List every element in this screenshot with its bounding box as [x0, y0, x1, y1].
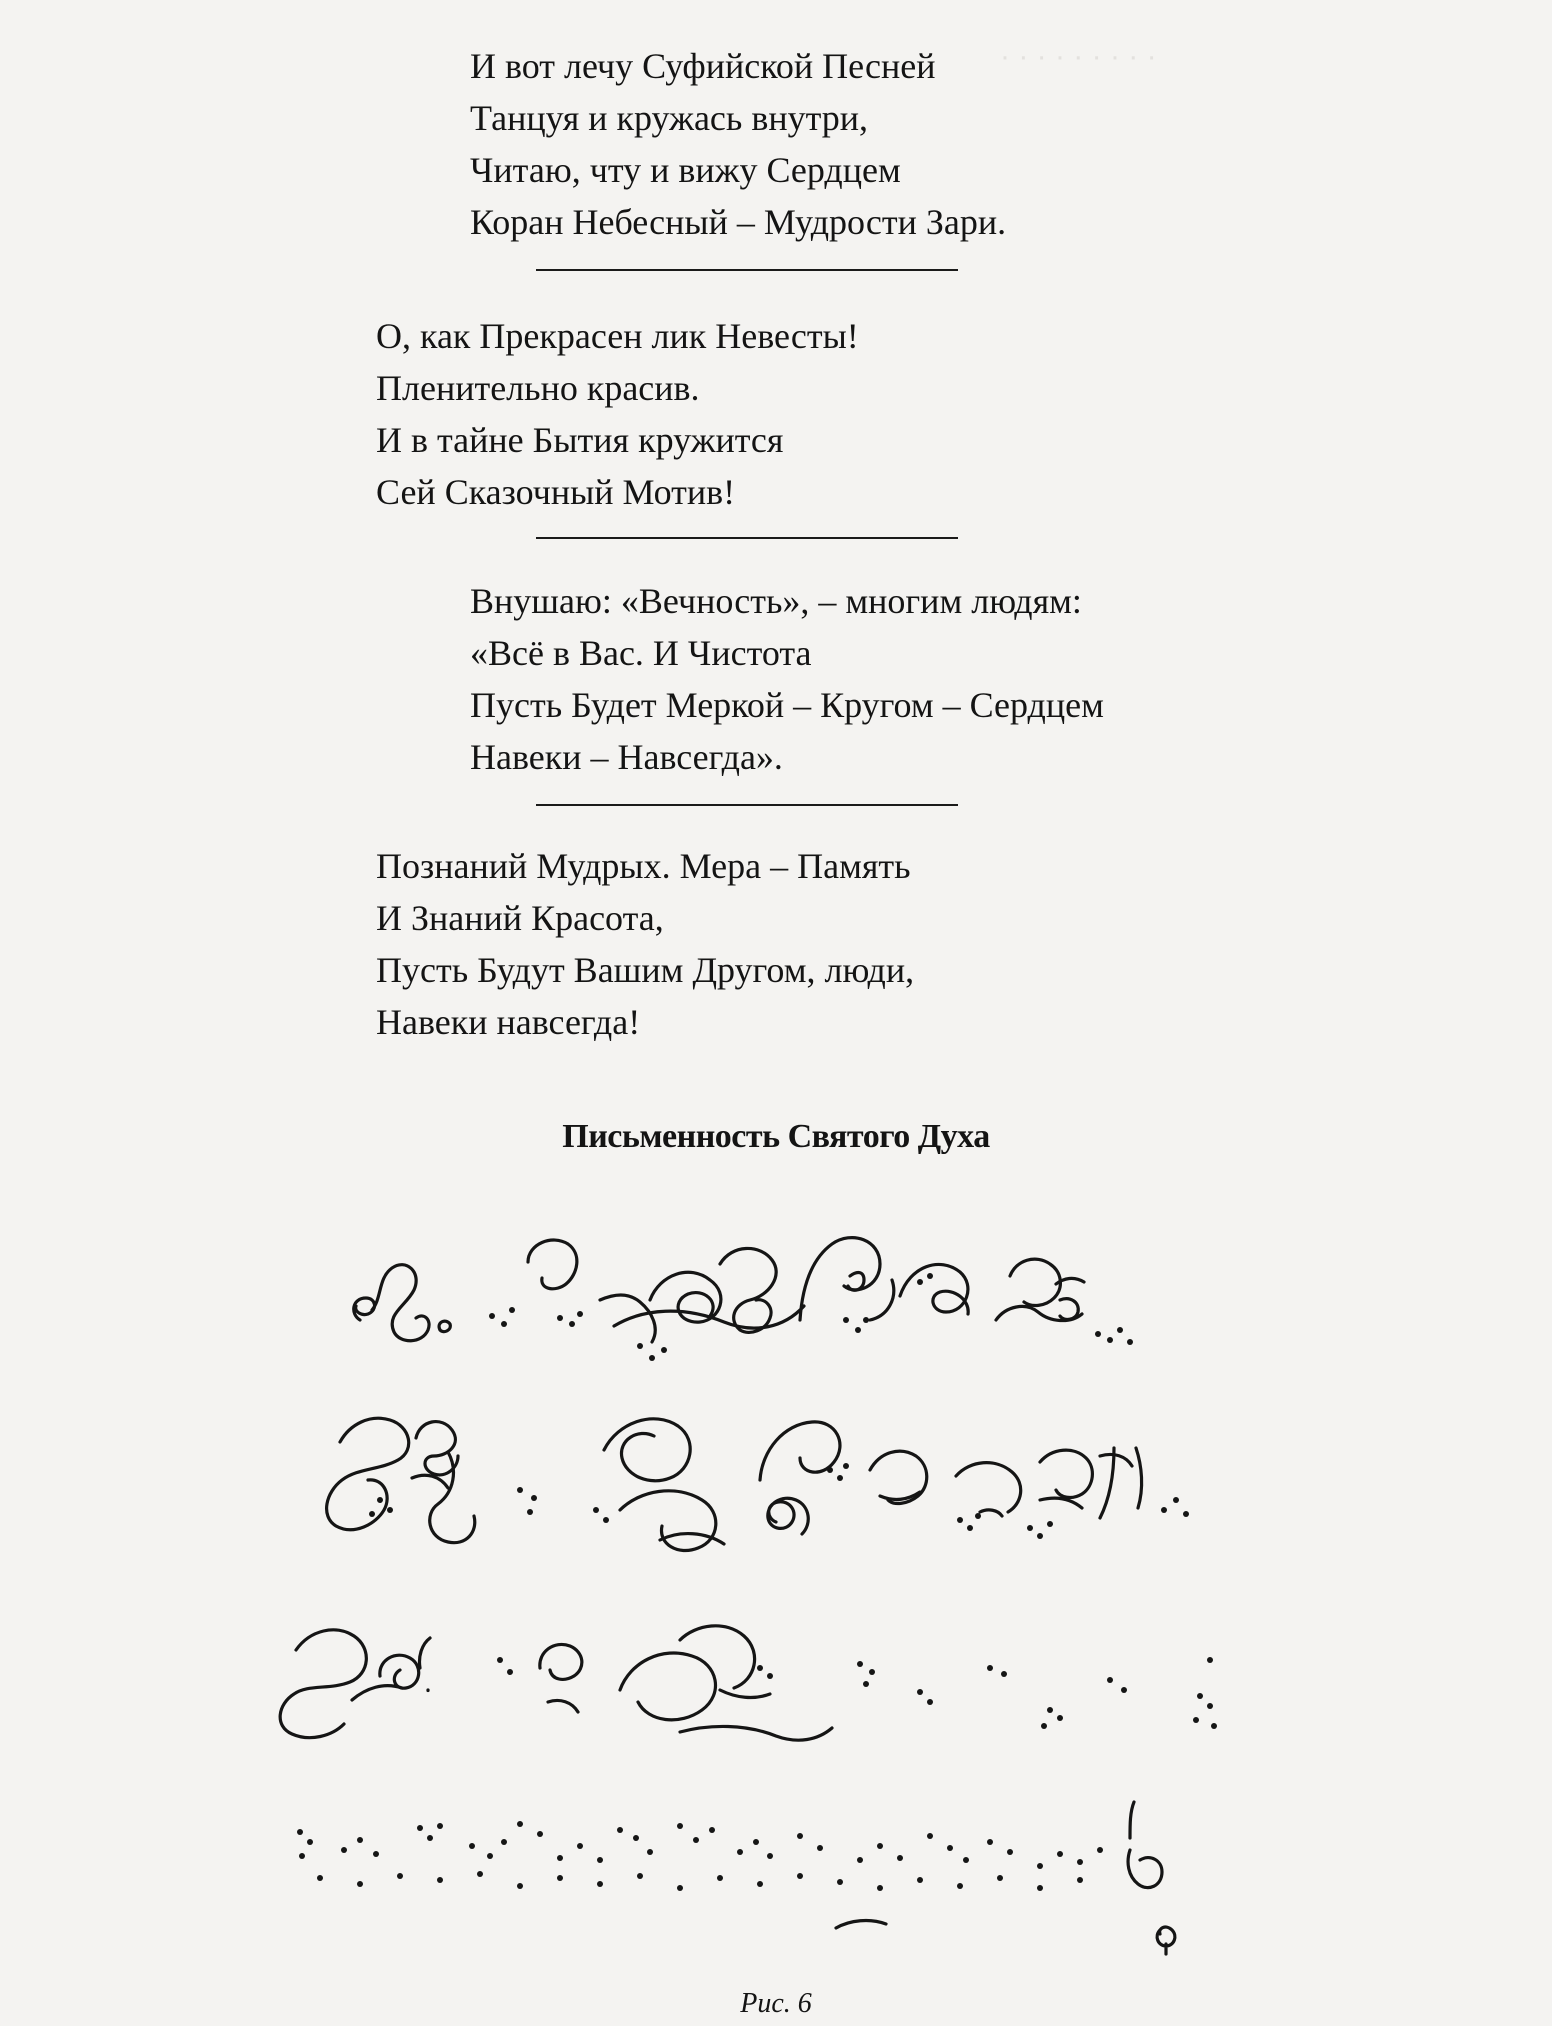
poem-line: Пусть Будут Вашим Другом, люди,: [376, 950, 915, 990]
poem-line: «Всё в Вас. И Чистота: [470, 633, 812, 673]
poem-line: Познаний Мудрых. Мера – Память: [376, 846, 911, 886]
poem-line: И в тайне Бытия кружится: [376, 420, 784, 460]
poem-line: Навеки – Навсегда».: [470, 737, 783, 777]
poem-line: Сей Сказочный Мотив!: [376, 472, 736, 512]
poem-line: Пусть Будет Меркой – Кругом – Сердцем: [470, 685, 1104, 725]
script-row-2: [327, 1418, 1142, 1550]
poem-line: И Знаний Красота,: [376, 898, 664, 938]
poem-line: О, как Прекрасен лик Невесты!: [376, 316, 859, 356]
poem-line: И вот лечу Суфийской Песней: [470, 46, 936, 86]
figure-caption: Рис. 6: [740, 1988, 812, 2019]
poem-line: Пленительно красив.: [376, 368, 700, 408]
poem-line: Навеки навсегда!: [376, 1002, 641, 1042]
script-row-3: [280, 1626, 832, 1740]
poem-line: Танцуя и кружась внутри,: [470, 98, 869, 138]
poem-line: Внушаю: «Вечность», – многим людям:: [470, 581, 1082, 621]
script-signature-marks: [836, 1802, 1175, 1954]
poem-line: Коран Небесный – Мудрости Зари.: [470, 202, 1007, 242]
section-heading: Письменность Святого Духа: [562, 1118, 990, 1155]
poem-line: Читаю, чту и вижу Сердцем: [470, 150, 901, 190]
bleed-through-text: · · · · · · · · ·: [1000, 40, 1157, 73]
script-row-1: [354, 1238, 1084, 1342]
script-dots: [297, 1273, 1217, 1891]
